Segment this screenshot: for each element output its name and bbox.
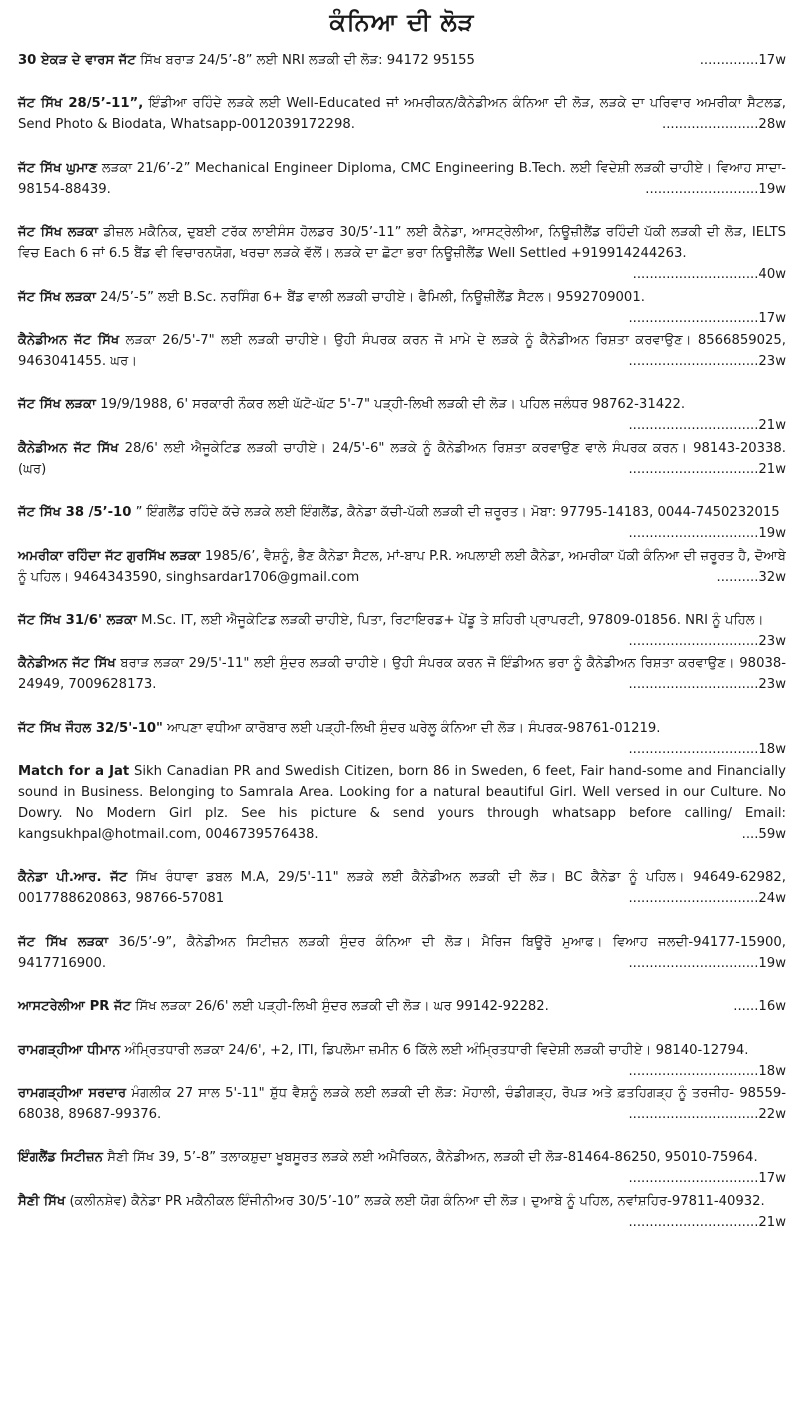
- ad-text: ਸਿੱਖ ਬਰਾੜ 24/5’-8” ਲਈ NRI ਲੜਕੀ ਦੀ ਲੋੜ: 94172 95155: [135, 53, 475, 68]
- ad-word-count: .......................28w: [662, 117, 786, 133]
- classified-ad: [18, 50, 786, 71]
- ad-word-count: ...............................23w: [628, 677, 786, 693]
- classified-ad: [18, 1083, 786, 1125]
- ad-lead: ਅਮਰੀਕਾ ਰਹਿੰਦਾ ਜੱਟ ਗੁਰਸਿੱਖ ਲੜਕਾ: [18, 548, 201, 564]
- ad-text: ਅੰਮ੍ਰਿਤਧਾਰੀ ਲੜਕਾ 24/6', +2, ITI, ਡਿਪਲੋਮਾ ਜ਼ਮੀਨ 6 ਕਿੱਲੇ ਲਈ ਅੰਮ੍ਰਿਤਧਾਰੀ ਵਿਦੇਸ਼ੀ ਲੜਕੀ ਚਾਹੀਏ। 98140-12794.: [120, 1042, 749, 1058]
- ad-word-count: ...............................21w: [628, 418, 786, 434]
- classified-ad: [18, 158, 786, 200]
- ad-text: ਲੜਕਾ 21/6’-2” Mechanical Engineer Diploma, CMC Engineering B.Tech. ਲਈ ਵਿਦੇਸ਼ੀ ਲੜਕੀ ਚਾਹੀਏ। ਵਿਆਹ ਸਾਦਾ- 98154-88439.: [18, 160, 786, 197]
- classified-ad: [18, 1191, 786, 1230]
- ad-word-count: ...............................18w: [628, 741, 786, 757]
- ad-text: M.Sc. IT, ਲਈ ਐਜੂਕੇਟਿਡ ਲੜਕੀ ਚਾਹੀਏ, ਪਿਤਾ, ਰਿਟਾਇਰਡ+ ਪੇਂਡੂ ਤੇ ਸ਼ਹਿਰੀ ਪ੍ਰਾਪਰਟੀ, 97809-01856. NRI ਨੂੰ ਪਹਿਲ।: [136, 612, 764, 628]
- ad-text: ਆਪਣਾ ਵਧੀਆ ਕਾਰੋਬਾਰ ਲਈ ਪੜ੍ਹੀ-ਲਿਖੀ ਸੁੰਦਰ ਘਰੇਲੂ ਕੰਨਿਆ ਦੀ ਲੋੜ। ਸੰਪਰਕ-98761-01219.: [162, 720, 661, 736]
- classified-ad: [18, 761, 786, 845]
- ad-lead: ਜੱਟ ਸਿੱਖ ਲੜਕਾ: [18, 289, 96, 305]
- ad-word-count: ...............................19w: [628, 955, 786, 971]
- classified-ad: [18, 610, 786, 649]
- classified-ad: [18, 438, 786, 480]
- ad-text: ਇੰਡੀਆ ਰਹਿੰਦੇ ਲੜਕੇ ਲਈ Well-Educated ਜਾਂ ਅਮਰੀਕਨ/ਕੈਨੇਡੀਅਨ ਕੰਨਿਆ ਦੀ ਲੋੜ, ਲੜਕੇ ਦਾ ਪਰਿਵਾਰ ਅਮਰੀਕਾ ਸੈਟਲਡ, Send Photo & Biodata, Whatsapp-0012039172298.: [18, 96, 786, 133]
- classified-ad: [18, 93, 786, 135]
- ad-text: ਲੜਕਾ 26/5'-7" ਲਈ ਲੜਕੀ ਚਾਹੀਏ। ਉਹੀ ਸੰਪਰਕ ਕਰਨ ਜੋ ਮਾਮੇ ਦੇ ਲੜਕੇ ਨੂੰ ਕੈਨੇਡੀਅਨ ਰਿਸ਼ਤਾ ਕਰਵਾਉਣ। 8566859025, 9463041455. ਘਰ।: [18, 332, 786, 369]
- ad-lead: ਜੱਟ ਸਿੱਖ 28/5’-11”,: [18, 96, 144, 112]
- ad-lead: ਰਾਮਗੜ੍ਹੀਆ ਸਰਦਾਰ: [18, 1086, 127, 1102]
- ad-word-count: ...............................21w: [628, 461, 786, 477]
- ad-text: ” ਇੰਗਲੈਂਡ ਰਹਿੰਦੇ ਕੱਚੇ ਲੜਕੇ ਲਈ ਇੰਗਲੈਂਡ, ਕੈਨੇਡਾ ਕੱਚੀ-ਪੱਕੀ ਲੜਕੀ ਦੀ ਜ਼ਰੂਰਤ। ਮੋਬਾ: 97795-14183, 0044-7450232015: [131, 505, 780, 521]
- ad-word-count: ...............................17w: [628, 310, 786, 326]
- ad-lead: ਜੱਟ ਸਿੱਖ ਲੜਕਾ: [18, 934, 109, 950]
- ad-lead: ਜੱਟ ਸਿੱਖ ਘੁਮਾਣ: [18, 160, 98, 176]
- ad-lead: ਰਾਮਗੜ੍ਹੀਆ ਧੀਮਾਨ: [18, 1042, 121, 1058]
- ad-lead: ਜੱਟ ਸਿੱਖ 38 /5’-10: [18, 505, 132, 521]
- classified-ad: [18, 394, 786, 434]
- ad-lead: ਕੈਨੇਡੀਅਨ ਜੱਟ ਸਿੱਖ: [18, 656, 116, 672]
- ad-text: 1985/6’, ਵੈਸ਼ਨੂੰ, ਭੈਣ ਕੈਨੇਡਾ ਸੈਟਲ, ਮਾਂ-ਬਾਪ P.R. ਅਪਲਾਈ ਲਈ ਕੈਨੇਡਾ, ਅਮਰੀਕਾ ਪੱਕੀ ਕੰਨਿਆ ਦੀ ਜ਼ਰੂਰਤ ਹੈ, ਦੋਆਬੇ ਨੂੰ ਪਹਿਲ। 9464343590, singhsardar1706@gmail.com: [18, 548, 786, 585]
- ad-text: 24/5’-5” ਲਈ B.Sc. ਨਰਸਿੰਗ 6+ ਬੈਂਡ ਵਾਲੀ ਲੜਕੀ ਚਾਹੀਏ। ਫੈਮਿਲੀ, ਨਿਊਜ਼ੀਲੈਂਡ ਸੈਟਲ। 9592709001.: [95, 289, 645, 305]
- ad-text: (ਕਲੀਨਸ਼ੇਵ) ਕੈਨੇਡਾ PR ਮਕੈਨੀਕਲ ਇੰਜੀਨੀਅਰ 30/5’-10” ਲੜਕੇ ਲਈ ਯੋਗ ਕੰਨਿਆ ਦੀ ਲੋੜ। ਦੁਆਬੇ ਨੂੰ ਪਹਿਲ, ਨਵਾਂਸ਼ਹਿਰ-97811-40932.: [65, 1193, 765, 1209]
- ad-lead: ਜੱਟ ਸਿੱਖ ਜੌਹਲ 32/5'-10": [18, 720, 163, 736]
- ad-word-count: ...............................23w: [628, 353, 786, 369]
- ad-word-count: ..........32w: [716, 569, 786, 585]
- ad-lead: ਜੱਟ ਸਿੱਖ ਲੜਕਾ: [18, 225, 99, 241]
- ad-word-count: ..............17w: [699, 53, 786, 68]
- ad-lead: ਆਸਟਰੇਲੀਆ PR ਜੱਟ: [18, 999, 132, 1015]
- ad-lead: ਕੈਨੇਡਾ ਪੀ.ਆਰ. ਜੱਟ: [18, 870, 128, 886]
- ad-word-count: ...............................17w: [628, 1171, 786, 1187]
- ad-lead: ਕੈਨੇਡੀਅਨ ਜੱਟ ਸਿੱਖ: [18, 332, 120, 348]
- ad-lead: Match for a Jat: [18, 764, 130, 780]
- ad-lead: ਜੱਟ ਸਿੱਖ ਲੜਕਾ: [18, 397, 96, 413]
- ad-word-count: ...............................19w: [628, 526, 786, 542]
- ad-text: ਸਿੱਖ ਰੰਧਾਵਾ ਡਬਲ M.A, 29/5'-11" ਲੜਕੇ ਲਈ ਕੈਨੇਡੀਅਨ ਲੜਕੀ ਦੀ ਲੋੜ। BC ਕੈਨੇਡਾ ਨੂੰ ਪਹਿਲ। 94649-62982, 0017788620863, 98766-57081: [18, 870, 786, 907]
- ad-lead: 30 ਏਕੜ ਦੇ ਵਾਰਸ ਜੱਟ: [18, 53, 136, 68]
- classified-ad: [18, 1147, 786, 1187]
- ad-word-count: ...............................24w: [628, 891, 786, 907]
- ad-text: 28/6' ਲਈ ਐਜੂਕੇਟਿਡ ਲੜਕੀ ਚਾਹੀਏ। 24/5'-6" ਲੜਕੇ ਨੂੰ ਕੈਨੇਡੀਅਨ ਰਿਸ਼ਤਾ ਕਰਵਾਉਣ ਵਾਲੇ ਸੰਪਰਕ ਕਰਨ। 98143-20338. (ਘਰ): [18, 440, 786, 477]
- classified-ad: [18, 330, 786, 372]
- ad-word-count: ......16w: [733, 999, 786, 1015]
- ad-text: ਡੀਜ਼ਲ ਮਕੈਨਿਕ, ਦੁਬਈ ਟਰੱਕ ਲਾਈਸੰਸ ਹੋਲਡਰ 30/5’-11” ਲਈ ਕੈਨੇਡਾ, ਆਸਟ੍ਰੇਲੀਆ, ਨਿਊਜ਼ੀਲੈਂਡ ਰਹਿੰਦੀ ਪੱਕੀ ਲੜਕੀ ਦੀ ਲੋੜ, IELTS ਵਿਚ Each 6 ਜਾਂ 6.5 ਬੈਂਡ ਵੀ ਵਿਚਾਰਨਯੋਗ, ਖਰਚਾ ਲੜਕੇ ਵੱਲੋਂ। ਲੜਕੇ ਦਾ ਛੋਟਾ ਭਰਾ ਨਿਊਜ਼ੀਲੈਂਡ Well Settled +919914244263.: [18, 225, 786, 262]
- classified-ad: [18, 502, 786, 542]
- ad-word-count: ...............................22w: [628, 1107, 786, 1123]
- ad-lead: ਕੈਨੇਡੀਅਨ ਜੱਟ ਸਿੱਖ: [18, 440, 119, 456]
- ad-word-count: ...............................21w: [628, 1214, 786, 1230]
- classified-ad: [18, 287, 786, 326]
- classified-ad: [18, 932, 786, 974]
- ad-text: Sikh Canadian PR and Swedish Citizen, born 86 in Sweden, 6 feet, Fair hand-some and Financially sound in Business. Belonging to Samrala Area. Looking for a natural beautiful Girl. Well versed in our Culture. No Dowry. No Modern Girl plz. See his picture & send yours through whatsapp before calling/ Email: kangsukhpal@hotmail.com, 0046739576438.: [18, 764, 786, 843]
- ad-word-count: ...........................19w: [645, 181, 786, 197]
- ad-text: ਮੰਗਲੀਕ 27 ਸਾਲ 5'-11" ਸ਼ੁੱਧ ਵੈਸ਼ਨੂੰ ਲੜਕੇ ਲਈ ਲੜਕੀ ਦੀ ਲੋੜ: ਮੋਹਾਲੀ, ਚੰਡੀਗੜ੍ਹ, ਰੋਪੜ ਅਤੇ ਫ਼ਤਹਿਗੜ੍ਹ ਨੂੰ ਤਰਜੀਹ- 98559-68038, 89687-99376.: [18, 1086, 786, 1123]
- ad-word-count: ..............................40w: [632, 267, 786, 283]
- ad-lead: ਸੈਣੀ ਸਿੱਖ: [18, 1193, 66, 1209]
- ads-list: [18, 50, 786, 1230]
- classified-ad: [18, 546, 786, 588]
- ad-word-count: ...............................18w: [628, 1063, 786, 1079]
- classified-ad: [18, 996, 786, 1017]
- ad-text: ਸੈਣੀ ਸਿੱਖ 39, 5’-8” ਤਲਾਕਸ਼ੁਦਾ ਖੂਬਸੂਰਤ ਲੜਕੇ ਲਈ ਅਮੈਰਿਕਨ, ਕੈਨੇਡੀਅਨ, ਲੜਕੀ ਦੀ ਲੋੜ-81464-86250, 95010-75964.: [103, 1150, 758, 1166]
- ad-lead: ਇੰਗਲੈਂਡ ਸਿਟੀਜ਼ਨ: [18, 1150, 104, 1166]
- page-title: ਕੰਨਿਆ ਦੀ ਲੋੜ: [329, 8, 475, 36]
- ad-word-count: ....59w: [741, 827, 786, 843]
- ad-lead: ਜੱਟ ਸਿੱਖ 31/6' ਲੜਕਾ: [18, 612, 137, 628]
- ad-text: ਬਰਾੜ ਲੜਕਾ 29/5'-11" ਲਈ ਸੁੰਦਰ ਲੜਕੀ ਚਾਹੀਏ। ਉਹੀ ਸੰਪਰਕ ਕਰਨ ਜੋ ਇੰਡੀਅਨ ਭਰਾ ਨੂੰ ਕੈਨੇਡੀਅਨ ਰਿਸ਼ਤਾ ਕਰਵਾਉਣ। 98038-24949, 7009628173.: [18, 656, 786, 693]
- ad-text: ਸਿੱਖ ਲੜਕਾ 26/6' ਲਈ ਪੜ੍ਹੀ-ਲਿਖੀ ਸੁੰਦਰ ਲੜਕੀ ਦੀ ਲੋੜ। ਘਰ 99142-92282.: [131, 999, 549, 1015]
- ad-text: 36/5’-9”, ਕੈਨੇਡੀਅਨ ਸਿਟੀਜ਼ਨ ਲੜਕੀ ਸੁੰਦਰ ਕੰਨਿਆ ਦੀ ਲੋੜ। ਮੈਰਿਜ ਬਿਊਰੋ ਮੁਆਫ। ਵਿਆਹ ਜਲਦੀ-94177-15900, 9417716900.: [18, 934, 786, 971]
- ad-text: 19/9/1988, 6' ਸਰਕਾਰੀ ਨੌਕਰ ਲਈ ਘੱਟੋ-ਘੱਟ 5'-7" ਪੜ੍ਹੀ-ਲਿਖੀ ਲੜਕੀ ਦੀ ਲੋੜ। ਪਹਿਲ ਜਲੰਧਰ 98762-31422.: [95, 397, 686, 413]
- classified-ad: [18, 867, 786, 909]
- ad-word-count: ...............................23w: [628, 633, 786, 649]
- classified-ad: [18, 222, 786, 283]
- classified-ad: [18, 653, 786, 695]
- classified-ad: [18, 718, 786, 757]
- classified-ad: [18, 1040, 786, 1079]
